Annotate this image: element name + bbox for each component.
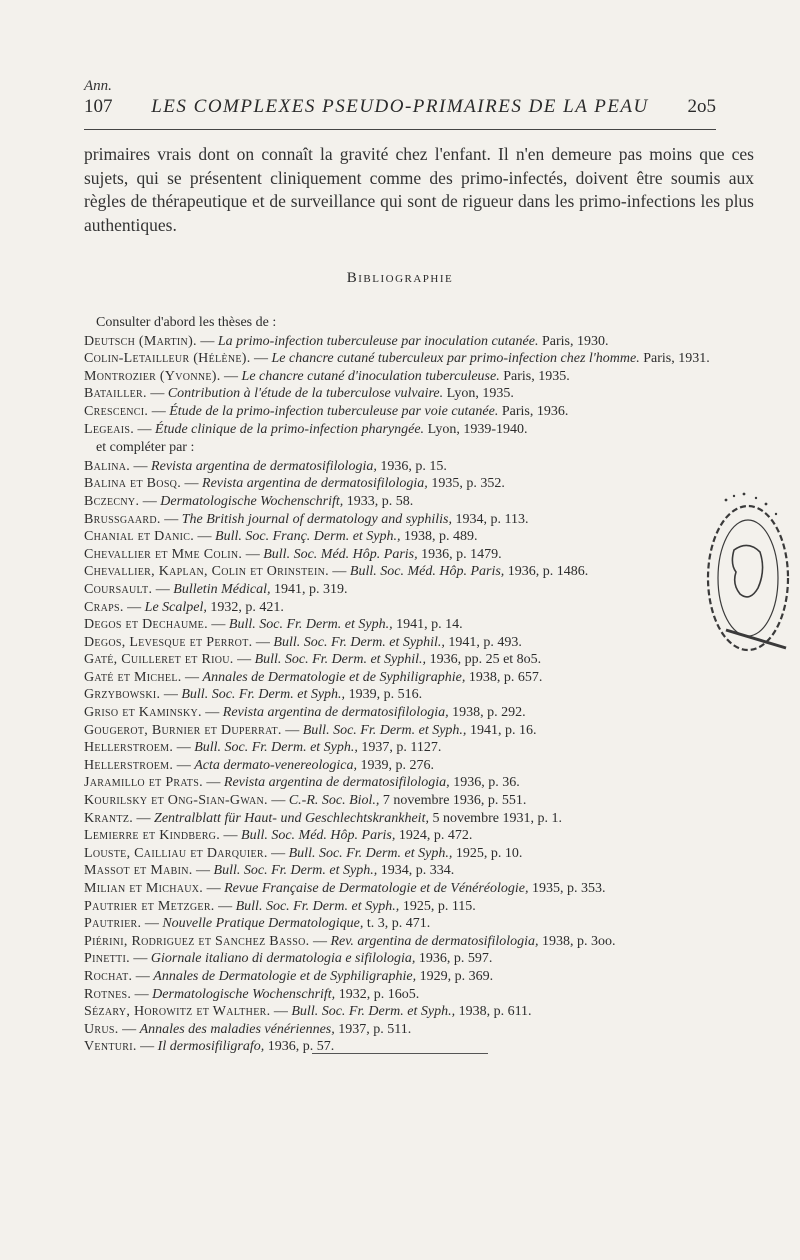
reference-entry: Batailler. — Contribution à l'étude de la tuberculose vulvaire. Lyon, 1935. [84, 386, 514, 402]
reference-title: La primo-infection tuberculeuse par inoculation cutanée. [217, 333, 539, 349]
reference-details: 1936, p. 36. [453, 775, 520, 791]
reference-entry: Pautrier. — Nouvelle Pratique Dermatologique, t. 3, p. 471. [84, 916, 431, 932]
reference-author: Gaté, Cuilleret et Riou. [84, 652, 234, 668]
reference-author: Gougerot, Burnier et Duperrat. [84, 722, 282, 738]
reference-author: Bczecny. [84, 493, 140, 509]
running-header [84, 96, 716, 120]
reference-details: 5 novembre 1931, p. 1. [432, 810, 562, 826]
reference-details: 1941, p. 16. [469, 722, 537, 738]
reference-author: Rochat. [84, 968, 133, 984]
reference-entry: Chevallier, Kaplan, Colin et Orinstein. — Bull. Soc. Méd. Hôp. Paris, 1936, p. 1486. [84, 564, 589, 580]
reference-title: Bull. Soc. Méd. Hôp. Paris, [349, 564, 505, 580]
reference-author: Venturi. [84, 1039, 137, 1055]
reference-entry: Piérini, Rodriguez et Sanchez Basso. — Rev. argentina de dermatosifilologia, 1938, p. 3oo. [84, 933, 616, 949]
running-title: LES COMPLEXES PSEUDO-PRIMAIRES DE LA PEAU [151, 96, 649, 117]
reference-title: Nouvelle Pratique Dermatologique, [162, 916, 364, 932]
reference-title: Annales des maladies vénériennes, [139, 1021, 335, 1037]
reference-details: 1937, p. 1127. [361, 740, 442, 756]
reference-entry: Deutsch (Martin). — La primo-infection tuberculeuse par inoculation cutanée. Paris, 1930. [84, 333, 609, 349]
reference-author: Coursault. [84, 581, 153, 597]
reference-author: Jaramillo et Prats. [84, 775, 203, 791]
reference-author: Chanial et Danic. [84, 529, 195, 545]
reference-entry: Balina. — Revista argentina de dermatosifilologia, 1936, p. 15. [84, 458, 447, 474]
reference-entry: Balina et Bosq. — Revista argentina de dermatosifilologia, 1935, p. 352. [84, 476, 505, 492]
reference-details: 1936, p. 597. [418, 951, 493, 967]
reference-title: The British journal of dermatology and syphilis, [181, 511, 452, 527]
reference-author: Griso et Kaminsky. [84, 705, 202, 721]
reference-entry: Degos et Dechaume. — Bull. Soc. Fr. Derm. et Syph., 1941, p. 14. [84, 617, 463, 633]
reference-entry: Pautrier et Metzger. — Bull. Soc. Fr. Derm. et Syph., 1925, p. 115. [84, 898, 476, 914]
reference-title: Bull. Soc. Fr. Derm. et Syph., [213, 863, 378, 879]
reference-entry: Hellerstroem. — Acta dermato-venereologica, 1939, p. 276. [84, 757, 434, 773]
reference-details: Paris, 1930. [541, 333, 609, 349]
reference-entry: Colin-Letailleur (Hélène). — Le chancre cutané tuberculeux par primo-infection chez l'homme. Paris, 1931. [84, 351, 710, 367]
reference-details: 1934, p. 334. [380, 863, 455, 879]
reference-entry: Kourilsky et Ong-Sian-Gwan. — C.-R. Soc. Biol., 7 novembre 1936, p. 551. [84, 793, 527, 809]
reference-title: Le Scalpel, [144, 599, 207, 615]
reference-title: Bull. Soc. Fr. Derm. et Syphil., [254, 652, 427, 668]
reference-title: C.-R. Soc. Biol., [288, 793, 380, 809]
reference-details: 7 novembre 1936, p. 551. [382, 793, 527, 809]
bibliography-intro-complement: et compléter par : [96, 440, 195, 456]
reference-entry: Brussgaard. — The British journal of dermatology and syphilis, 1934, p. 113. [84, 511, 529, 527]
reference-details: 1939, p. 516. [348, 687, 423, 703]
journal-abbrev: Ann. [84, 78, 112, 94]
reference-entry: Bczecny. — Dermatologische Wochenschrift, 1933, p. 58. [84, 493, 414, 509]
reference-author: Craps. [84, 599, 124, 615]
reference-title: Étude clinique de la primo-infection pharyngée. [155, 421, 425, 437]
reference-details: Paris, 1935. [503, 368, 570, 384]
reference-author: Sézary, Horowitz et Walther. [84, 1004, 271, 1020]
reference-author: Balina et Bosq. [84, 476, 182, 492]
reference-author: Pautrier et Metzger. [84, 898, 215, 914]
reference-details: 1938, p. 611. [458, 1004, 532, 1020]
reference-entry: Gaté et Michel. — Annales de Dermatologie et de Syphiligraphie, 1938, p. 657. [84, 669, 543, 685]
reference-author: Chevallier, Kaplan, Colin et Orinstein. [84, 564, 329, 580]
reference-author: Montrozier (Yvonne). [84, 368, 221, 384]
reference-entry: Degos, Levesque et Perrot. — Bull. Soc. Fr. Derm. et Syphil., 1941, p. 493. [84, 634, 522, 650]
reference-author: Legeais. [84, 421, 135, 437]
reference-details: 1939, p. 276. [360, 757, 434, 773]
bibliography-intro-theses: Consulter d'abord les thèses de : [96, 315, 277, 330]
reference-author: Chevallier et Mme Colin. [84, 546, 243, 562]
reference-details: 1936, p. 15. [380, 458, 447, 474]
reference-author: Deutsch (Martin). [84, 333, 197, 349]
reference-entry: Urus. — Annales des maladies vénériennes, 1937, p. 511. [84, 1021, 412, 1037]
reference-author: Crescenci. [84, 403, 149, 419]
article-references [84, 458, 756, 1056]
reference-author: Degos, Levesque et Perrot. [84, 634, 253, 650]
reference-author: Balina. [84, 458, 131, 474]
reference-title: Bull. Soc. Méd. Hôp. Paris, [241, 828, 396, 844]
reference-title: Revista argentina de dermatosifilologia, [151, 458, 377, 474]
reference-details: 1936, p. 57. [267, 1039, 335, 1055]
reference-title: Bull. Soc. Fr. Derm. et Syph., [288, 845, 453, 861]
reference-details: 1936, p. 1486. [507, 564, 589, 580]
reference-title: Bull. Soc. Fr. Derm. et Syph., [181, 687, 346, 703]
reference-author: Krantz. [84, 810, 134, 826]
reference-details: 1937, p. 511. [338, 1021, 412, 1037]
reference-details: 1935, p. 353. [532, 881, 606, 896]
reference-details: 1938, p. 489. [404, 529, 478, 545]
reference-entry: Krantz. — Zentralblatt für Haut- und Geschlechtskrankheit, 5 novembre 1931, p. 1. [84, 810, 562, 826]
reference-entry: Legeais. — Étude clinique de la primo-infection pharyngée. Lyon, 1939-1940. [84, 421, 528, 437]
reference-entry: Hellerstroem. — Bull. Soc. Fr. Derm. et Syph., 1937, p. 1127. [84, 740, 442, 756]
reference-details: 1925, p. 10. [455, 845, 523, 861]
reference-author: Kourilsky et Ong-Sian-Gwan. [84, 793, 268, 809]
reference-entry: Rochat. — Annales de Dermatologie et de Syphiligraphie, 1929, p. 369. [84, 968, 494, 984]
reference-details: 1938, p. 292. [452, 705, 526, 721]
reference-title: Bull. Soc. Fr. Derm. et Syphil., [273, 634, 445, 650]
reference-entry: Lemierre et Kindberg. — Bull. Soc. Méd. Hôp. Paris, 1924, p. 472. [84, 828, 473, 844]
reference-title: Bull. Soc. Fr. Derm. et Syph., [235, 898, 400, 914]
reference-title: Le chancre cutané d'inoculation tuberculeuse. [241, 368, 500, 384]
reference-title: Bull. Soc. Fr. Derm. et Syph., [194, 740, 358, 756]
reference-title: Revista argentina de dermatosifilologia, [202, 476, 428, 492]
reference-details: 1941, p. 14. [396, 617, 463, 633]
reference-title: Giornale italiano di dermatologia e sifilologia, [150, 951, 416, 967]
header-rule [84, 129, 716, 130]
thesis-references [84, 333, 756, 439]
reference-title: Revue Française de Dermatologie et de Vénéréologie, [224, 881, 529, 896]
reference-details: 1936, pp. 25 et 8o5. [429, 652, 542, 668]
reference-title: Contribution à l'étude de la tuberculose vulvaire. [167, 386, 444, 402]
reference-title: Revista argentina de dermatosifilologia, [222, 705, 449, 721]
reference-author: Piérini, Rodriguez et Sanchez Basso. [84, 933, 310, 949]
reference-author: Milian et Michaux. [84, 881, 204, 896]
reference-author: Colin-Letailleur (Hélène). [84, 351, 251, 367]
reference-details: t. 3, p. 471. [366, 916, 431, 932]
bibliography-list [84, 313, 756, 1056]
reference-title: Bulletin Médical, [173, 581, 271, 597]
reference-details: 1941, p. 493. [448, 634, 522, 650]
reference-entry: Chanial et Danic. — Bull. Soc. Franç. Derm. et Syph., 1938, p. 489. [84, 529, 478, 545]
reference-title: Dermatologische Wochenschrift, [160, 493, 344, 509]
reference-details: Paris, 1936. [501, 403, 569, 419]
reference-entry: Jaramillo et Prats. — Revista argentina de dermatosifilologia, 1936, p. 36. [84, 775, 520, 791]
reference-entry: Chevallier et Mme Colin. — Bull. Soc. Méd. Hôp. Paris, 1936, p. 1479. [84, 546, 502, 562]
reference-entry: Gougerot, Burnier et Duperrat. — Bull. Soc. Fr. Derm. et Syph., 1941, p. 16. [84, 722, 537, 738]
body-paragraph: primaires vrais dont on connaît la gravité chez l'enfant. Il n'en demeure pas moins que ces sujets, qui se présentent cliniquement comme des primo-infectés, doivent être soumis aux règles de thérapeutique et de surveillance qui sont de rigueur dans les primo-infections les plus authentiques. [84, 144, 754, 235]
page-number: 2o5 [687, 96, 716, 117]
reference-author: Lemierre et Kindberg. [84, 828, 221, 844]
reference-author: Brussgaard. [84, 511, 161, 527]
reference-entry: Griso et Kaminsky. — Revista argentina de dermatosifilologia, 1938, p. 292. [84, 705, 526, 721]
reference-author: Pinetti. [84, 951, 130, 967]
reference-title: Bull. Soc. Méd. Hôp. Paris, [263, 546, 418, 562]
reference-author: Louste, Cailliau et Darquier. [84, 845, 268, 861]
reference-title: Bull. Soc. Fr. Derm. et Syph., [291, 1004, 456, 1020]
reference-title: Zentralblatt für Haut- und Geschlechtskrankheit, [154, 810, 429, 826]
reference-details: 1938, p. 3oo. [542, 933, 616, 949]
reference-author: Gaté et Michel. [84, 669, 182, 685]
reference-title: Bull. Soc. Franç. Derm. et Syph., [215, 529, 401, 545]
end-rule [312, 1053, 488, 1054]
reference-entry: Montrozier (Yvonne). — Le chancre cutané d'inoculation tuberculeuse. Paris, 1935. [84, 368, 570, 384]
reference-entry: Venturi. — Il dermosifiligrafo, 1936, p. 57. [84, 1039, 335, 1055]
reference-entry: Coursault. — Bulletin Médical, 1941, p. 319. [84, 581, 348, 597]
reference-title: Acta dermato-venereologica, [194, 757, 357, 773]
reference-details: Lyon, 1939-1940. [427, 421, 528, 437]
reference-entry: Massot et Mabin. — Bull. Soc. Fr. Derm. et Syph., 1934, p. 334. [84, 863, 455, 879]
reference-entry: Grzybowski. — Bull. Soc. Fr. Derm. et Syph., 1939, p. 516. [84, 687, 423, 703]
reference-entry: Sézary, Horowitz et Walther. — Bull. Soc. Fr. Derm. et Syph., 1938, p. 611. [84, 1004, 532, 1020]
library-stamp [686, 480, 792, 668]
reference-details: 1924, p. 472. [398, 828, 473, 844]
reference-entry: Gaté, Cuilleret et Riou. — Bull. Soc. Fr. Derm. et Syphil., 1936, pp. 25 et 8o5. [84, 652, 542, 668]
reference-author: Rotnes. [84, 986, 132, 1002]
reference-details: 1932, p. 16o5. [338, 986, 420, 1002]
reference-author: Massot et Mabin. [84, 863, 193, 879]
reference-details: 1938, p. 657. [468, 669, 543, 685]
reference-title: Bull. Soc. Fr. Derm. et Syph., [302, 722, 467, 738]
reference-author: Grzybowski. [84, 687, 161, 703]
reference-details: 1929, p. 369. [419, 968, 494, 984]
reference-details: 1935, p. 352. [431, 476, 505, 492]
reference-title: Annales de Dermatologie et de Syphiligraphie, [153, 968, 417, 984]
reference-title: Revista argentina de dermatosifilologia, [223, 775, 450, 791]
reference-details: Lyon, 1935. [446, 386, 514, 402]
reference-details: Paris, 1931. [643, 351, 710, 367]
reference-author: Pautrier. [84, 916, 142, 932]
reference-author: Hellerstroem. [84, 740, 174, 756]
reference-title: Dermatologische Wochenschrift, [152, 986, 336, 1002]
reference-entry: Craps. — Le Scalpel, 1932, p. 421. [84, 599, 284, 615]
bibliography-title: Bibliographie [346, 270, 454, 286]
reference-details: 1933, p. 58. [346, 493, 414, 509]
reference-entry: Rotnes. — Dermatologische Wochenschrift, 1932, p. 16o5. [84, 986, 420, 1002]
reference-entry: Louste, Cailliau et Darquier. — Bull. Soc. Fr. Derm. et Syph., 1925, p. 10. [84, 845, 523, 861]
reference-details: 1934, p. 113. [455, 511, 529, 527]
reference-details: 1941, p. 319. [273, 581, 348, 597]
reference-author: Degos et Dechaume. [84, 617, 208, 633]
reference-title: Annales de Dermatologie et de Syphiligraphie, [202, 669, 466, 685]
reference-title: Le chancre cutané tuberculeux par primo-infection chez l'homme. [271, 351, 640, 367]
reference-entry: Pinetti. — Giornale italiano di dermatologia e sifilologia, 1936, p. 597. [84, 951, 493, 967]
reference-author: Batailler. [84, 386, 147, 402]
reference-details: 1925, p. 115. [402, 898, 476, 914]
reference-title: Il dermosifiligrafo, [157, 1039, 265, 1055]
reference-title: Bull. Soc. Fr. Derm. et Syph., [228, 617, 393, 633]
reference-details: 1936, p. 1479. [421, 546, 502, 562]
volume-number: 107 [84, 96, 113, 117]
reference-entry: Milian et Michaux. — Revue Française de Dermatologie et de Vénéréologie, 1935, p. 353. [84, 881, 606, 896]
reference-author: Hellerstroem. [84, 757, 174, 773]
reference-title: Étude de la primo-infection tuberculeuse par voie cutanée. [169, 403, 499, 419]
reference-author: Urus. [84, 1021, 119, 1037]
reference-details: 1932, p. 421. [210, 599, 284, 615]
reference-entry: Crescenci. — Étude de la primo-infection tuberculeuse par voie cutanée. Paris, 1936. [84, 403, 569, 419]
reference-title: Rev. argentina de dermatosifilologia, [330, 933, 539, 949]
